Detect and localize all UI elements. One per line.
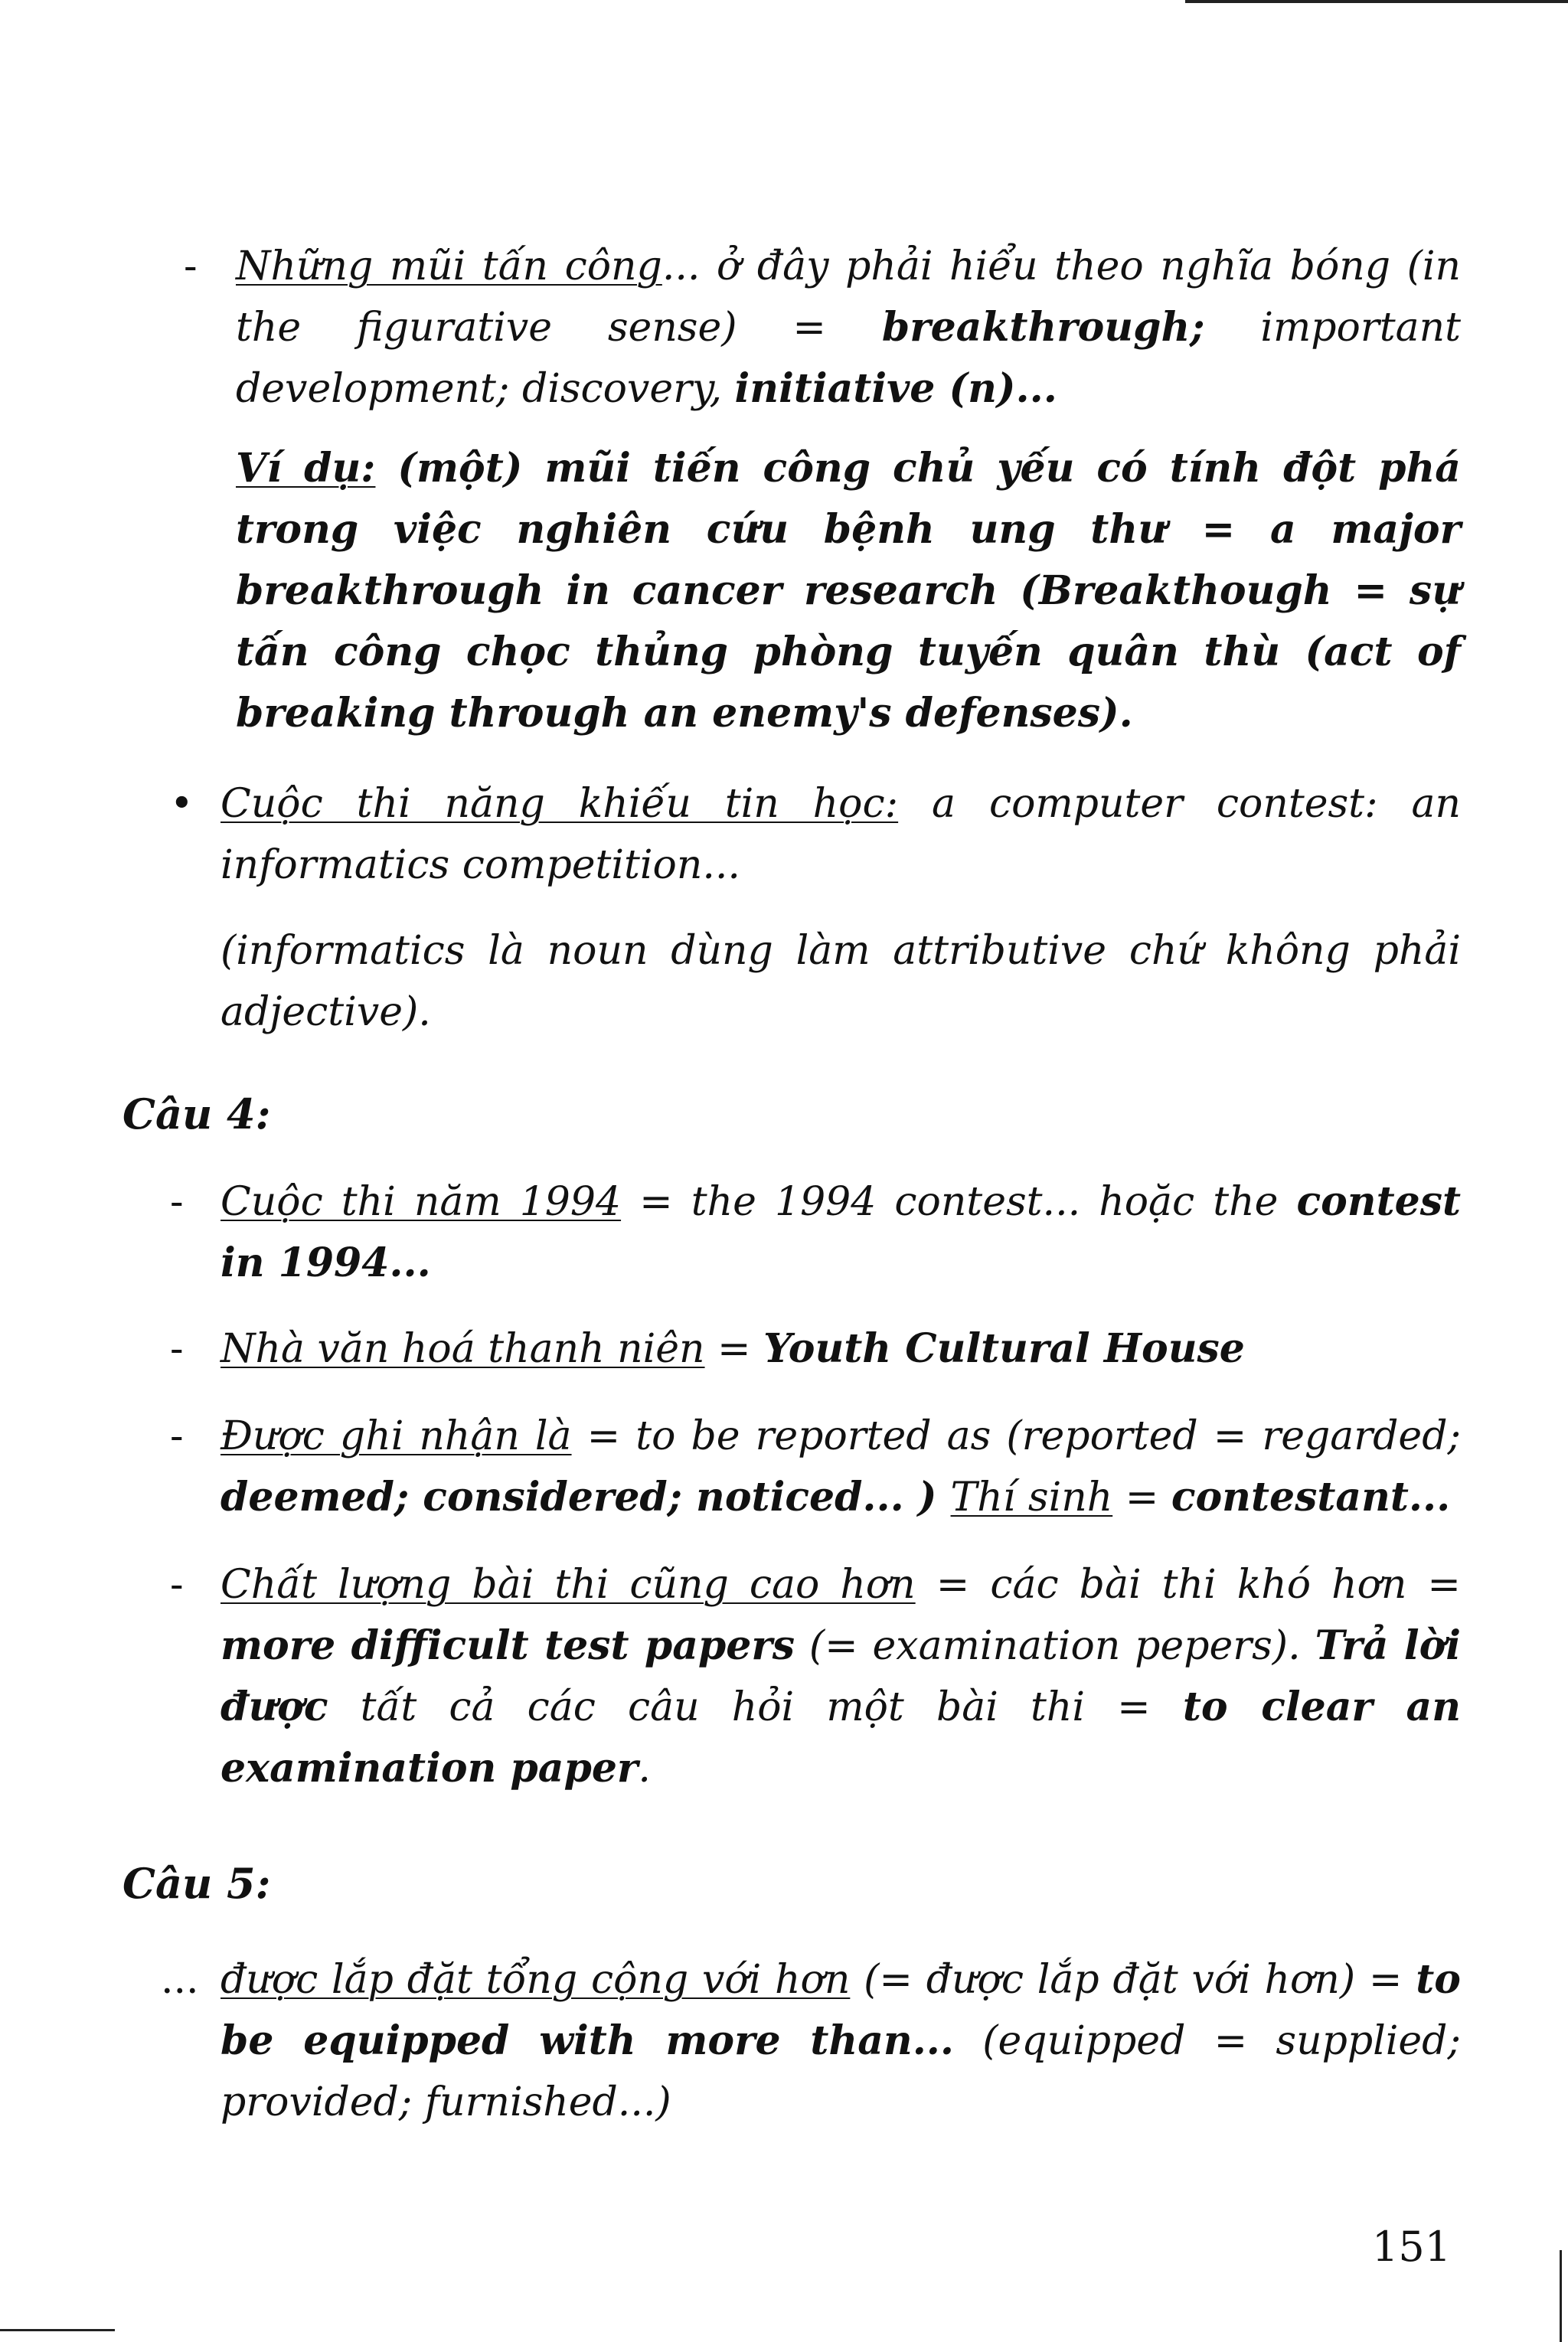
term-chat-luong-bai-thi: Chất lượng bài thi cũng cao hơn bbox=[220, 1562, 916, 1608]
contestant: contestant... bbox=[1171, 1474, 1451, 1521]
example-label: Ví dụ: bbox=[236, 445, 376, 492]
entry-cuoc-thi-nang-khieu bbox=[220, 773, 1461, 896]
dash-marker: - bbox=[170, 1413, 184, 1459]
tra-loi-duoc: Trả lời được bbox=[220, 1622, 1462, 1730]
term-cuoc-thi-nam-1994: Cuộc thi năm 1994 bbox=[220, 1179, 622, 1225]
entry-nha-van-hoa bbox=[220, 1318, 1461, 1380]
note-text: (informatics là noun dùng làm attributive chứ không phải adjective). bbox=[220, 928, 1461, 1035]
section-heading-cau-5: Câu 5: bbox=[122, 1859, 271, 1908]
entry-duoc-lap-dat bbox=[220, 1949, 1461, 2133]
entry-chat-luong-bai-thi bbox=[220, 1554, 1461, 1799]
initiative-term: initiative (n)... bbox=[734, 365, 1057, 412]
informatics-note bbox=[220, 920, 1461, 1043]
synonyms: deemed; considered; noticed... ) bbox=[220, 1474, 951, 1521]
scan-edge-top bbox=[1185, 0, 1568, 3]
dash-marker: - bbox=[170, 1179, 184, 1225]
dash-marker: - bbox=[170, 1326, 184, 1372]
term-nhung-mui-tan-cong: Những mũi tấn công bbox=[236, 243, 662, 289]
equals: = bbox=[1112, 1475, 1171, 1521]
section-heading-cau-4: Câu 4: bbox=[122, 1089, 271, 1138]
bullet-marker: • bbox=[170, 781, 194, 827]
equals: = bbox=[704, 1326, 764, 1372]
entry-text: (= được lắp đặt với hơn) = bbox=[850, 1957, 1416, 2003]
entry-text: a computer contest: an informatics competition... bbox=[220, 781, 1461, 888]
entry-text: provided; furnished...) bbox=[220, 2079, 671, 2125]
ellipsis: ... bbox=[662, 243, 717, 289]
entry-text: = to be reported as (reported = regarded; bbox=[571, 1413, 1461, 1459]
entry-text: (= examination pepers). bbox=[795, 1623, 1315, 1669]
term-duoc-lap-dat: được lắp đặt tổng cộng với hơn bbox=[220, 1957, 851, 2003]
period: . bbox=[638, 1746, 651, 1792]
contest-in-1994: contest in 1994... bbox=[220, 1178, 1461, 1286]
youth-cultural-house: Youth Cultural House bbox=[763, 1325, 1245, 1372]
figurative-sense: the figurative sense) = bbox=[236, 305, 882, 351]
entry-text: = các bài thi khó hơn = bbox=[915, 1562, 1461, 1608]
entry-description: ở đây phải hiểu theo nghĩa bóng (in bbox=[716, 243, 1462, 289]
clear-examination-paper: to clear an examination paper bbox=[220, 1684, 1462, 1792]
more-difficult-test-papers: more difficult test papers bbox=[220, 1622, 795, 1669]
entry-cuoc-thi-nam-1994 bbox=[220, 1171, 1461, 1294]
important-development: important development; discovery, bbox=[236, 305, 1461, 412]
entry-text: = the 1994 contest... hoặc the bbox=[621, 1179, 1297, 1225]
page-number: 151 bbox=[1372, 2223, 1452, 2271]
entry-text: (equipped = supplied; bbox=[954, 2018, 1461, 2064]
dash-marker: - bbox=[170, 1562, 184, 1608]
dash-marker: - bbox=[184, 243, 198, 289]
entry-text: tất cả các câu hỏi một bài thi = bbox=[328, 1684, 1183, 1730]
equipped-with: to be equipped with more than... bbox=[220, 1956, 1461, 2064]
entry-nhung-mui-tan-cong bbox=[236, 236, 1461, 420]
entry-duoc-ghi-nhan bbox=[220, 1406, 1461, 1528]
term-thi-sinh: Thí sinh bbox=[950, 1475, 1113, 1521]
ellipsis-marker: ... bbox=[161, 1957, 199, 2003]
term-nha-van-hoa: Nhà văn hoá thanh niên bbox=[220, 1326, 705, 1372]
example-paragraph bbox=[236, 438, 1461, 744]
breakthrough-term: breakthrough; bbox=[881, 304, 1205, 351]
scan-edge-right bbox=[1560, 2250, 1562, 2342]
term-duoc-ghi-nhan: Được ghi nhận là bbox=[220, 1413, 572, 1459]
scan-edge-bottom bbox=[0, 2329, 115, 2331]
example-text: (một) mũi tiến công chủ yếu có tính đột phá trong việc nghiên cứu bệnh ung thư = a major breakthrough in cancer research (Breakthough = sự tấn công chọc thủng phòng tuyến quân thù (act of breaking through an enemy's defenses). bbox=[236, 445, 1461, 737]
term-cuoc-thi-nang-khieu: Cuộc thi năng khiếu tin học: bbox=[220, 781, 899, 827]
